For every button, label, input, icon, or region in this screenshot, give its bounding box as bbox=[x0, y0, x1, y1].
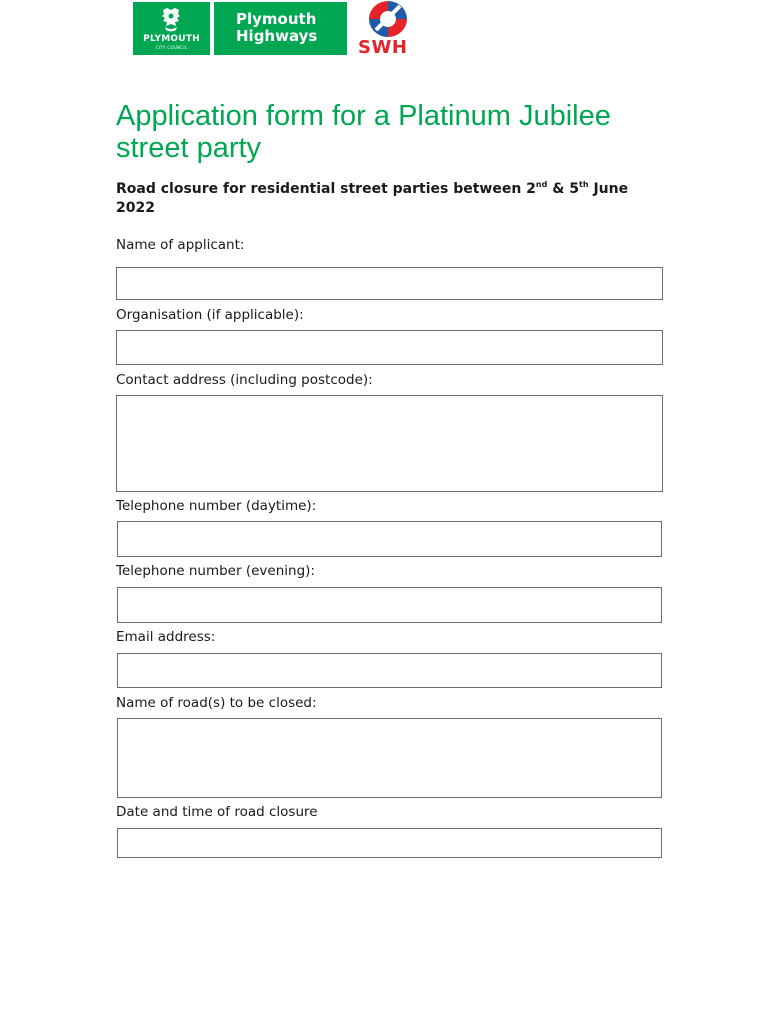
roads-closed-field[interactable] bbox=[117, 718, 662, 798]
closure-datetime-label: Date and time of road closure bbox=[116, 804, 318, 820]
phone-daytime-label: Telephone number (daytime): bbox=[116, 498, 317, 514]
highways-logo-line1: Plymouth bbox=[236, 10, 317, 28]
subtitle-text-3: June 2022 bbox=[116, 181, 629, 216]
subtitle-ordinal-2: th bbox=[579, 180, 589, 189]
email-label: Email address: bbox=[116, 629, 216, 645]
plymouth-city-council-logo bbox=[133, 2, 210, 55]
phone-daytime-field[interactable] bbox=[117, 521, 662, 557]
subtitle-ordinal-1: nd bbox=[535, 180, 548, 189]
applicant-name-label: Name of applicant: bbox=[116, 237, 245, 253]
organisation-label: Organisation (if applicable): bbox=[116, 307, 304, 323]
highways-logo-line2: Highways bbox=[236, 27, 318, 45]
phone-evening-field[interactable] bbox=[117, 587, 662, 623]
email-field[interactable] bbox=[117, 653, 662, 688]
form-subtitle bbox=[116, 180, 656, 218]
swh-emblem-icon bbox=[366, 0, 410, 38]
form-title: Application form for a Platinum Jubilee street party bbox=[116, 100, 611, 164]
swh-logo bbox=[356, 0, 420, 58]
applicant-name-field[interactable] bbox=[116, 267, 663, 300]
contact-address-label: Contact address (including postcode): bbox=[116, 372, 373, 388]
subtitle-text-2: & 5 bbox=[547, 181, 580, 197]
council-subtitle: CITY COUNCIL bbox=[155, 45, 188, 50]
closure-datetime-field[interactable] bbox=[117, 828, 662, 858]
council-crest-icon bbox=[159, 7, 183, 33]
organisation-field[interactable] bbox=[116, 330, 663, 365]
phone-evening-label: Telephone number (evening): bbox=[116, 563, 315, 579]
swh-logo-text: SWH bbox=[358, 37, 408, 58]
roads-closed-label: Name of road(s) to be closed: bbox=[116, 695, 317, 711]
contact-address-field[interactable] bbox=[116, 395, 663, 492]
plymouth-highways-logo bbox=[214, 2, 347, 55]
council-name: PLYMOUTH bbox=[143, 34, 200, 44]
subtitle-text-1: Road closure for residential street parties between 2 bbox=[116, 181, 536, 197]
